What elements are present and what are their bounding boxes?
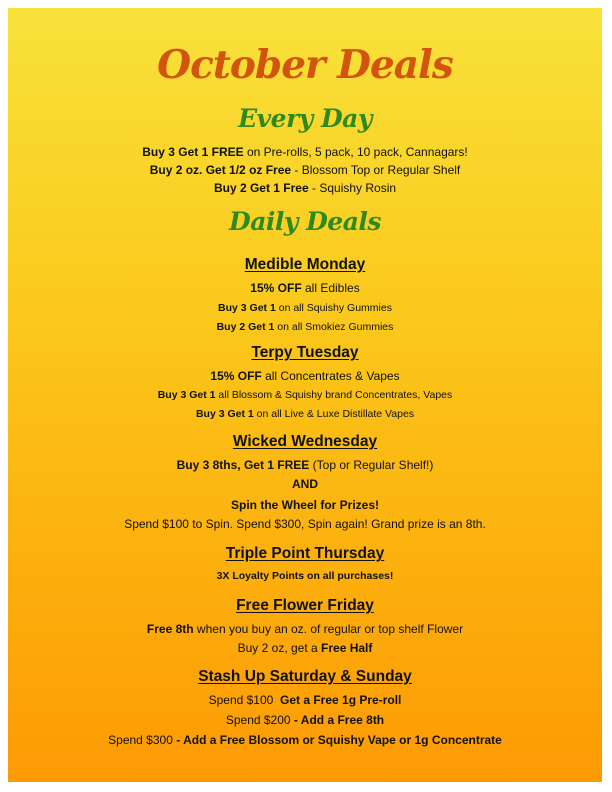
weekend-deal-3: Spend $300 - Add a Free Blossom or Squishy Vape or 1g Concentrate xyxy=(108,733,502,747)
page-title: October Deals xyxy=(157,42,453,88)
monday-heading: Medible Monday xyxy=(244,256,366,273)
tuesday-heading: Terpy Tuesday xyxy=(251,344,359,361)
wednesday-deal-1: Buy 3 8ths, Get 1 FREE (Top or Regular Shelf!) xyxy=(176,458,434,472)
weekend-heading: Stash Up Saturday & Sunday xyxy=(198,668,412,685)
friday-heading: Free Flower Friday xyxy=(236,597,374,614)
wednesday-heading: Wicked Wednesday xyxy=(232,433,378,450)
wednesday-and: AND xyxy=(292,477,318,491)
tuesday-deal-2: Buy 3 Get 1 all Blossom & Squishy brand Concentrates, Vapes xyxy=(157,389,453,401)
friday-deal-2: Buy 2 oz, get a Free Half xyxy=(237,641,373,655)
thursday-heading: Triple Point Thursday xyxy=(225,545,385,562)
thursday-deal-1: 3X Loyalty Points on all purchases! xyxy=(216,570,394,582)
monday-deal-3: Buy 2 Get 1 on all Smokiez Gummies xyxy=(216,321,394,333)
every-day-deal-1: Buy 3 Get 1 FREE on Pre-rolls, 5 pack, 10 pack, Cannagars! xyxy=(142,145,468,159)
monday-deal-2: Buy 3 Get 1 on all Squishy Gummies xyxy=(218,302,392,314)
tuesday-deal-3: Buy 3 Get 1 on all Live & Luxe Distillate Vapes xyxy=(195,408,415,420)
every-day-deal-2: Buy 2 oz. Get 1/2 oz Free - Blossom Top or Regular Shelf xyxy=(149,163,461,177)
weekend-deal-1: Spend $100 Get a Free 1g Pre-roll xyxy=(208,693,402,707)
wednesday-deal-3: Spend $100 to Spin. Spend $300, Spin again! Grand prize is an 8th. xyxy=(124,517,486,531)
every-day-deal-3: Buy 2 Get 1 Free - Squishy Rosin xyxy=(213,181,397,195)
tuesday-deal-1: 15% OFF all Concentrates & Vapes xyxy=(210,369,400,383)
wednesday-deal-2: Spin the Wheel for Prizes! xyxy=(230,498,380,512)
deals-flyer xyxy=(8,8,602,782)
friday-deal-1: Free 8th when you buy an oz. of regular or top shelf Flower xyxy=(146,622,464,636)
every-day-heading: Every Day xyxy=(238,104,372,133)
weekend-deal-2: Spend $200 - Add a Free 8th xyxy=(225,713,385,727)
monday-deal-1: 15% OFF all Edibles xyxy=(250,281,360,295)
daily-deals-heading: Daily Deals xyxy=(229,207,381,236)
